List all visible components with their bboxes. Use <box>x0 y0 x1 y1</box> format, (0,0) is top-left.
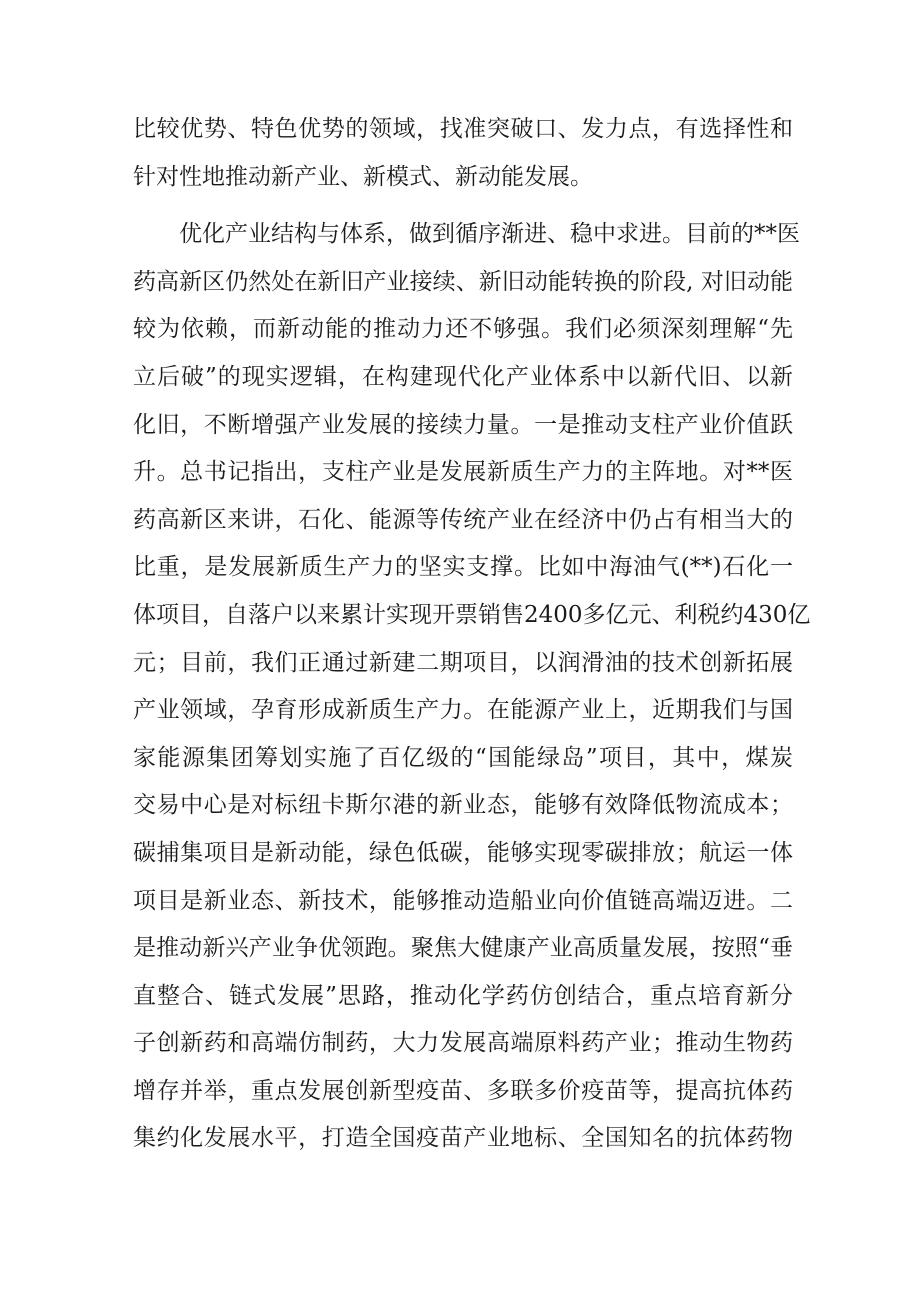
text-line: 较为依赖，而新动能的推动力还不够强。我们必须深刻理解“先 <box>133 316 793 343</box>
text-line: 直整合、链式发展”思路，推动化学药仿创结合，重点培育新分 <box>133 982 793 1009</box>
text-line: 增存并举，重点发展创新型疫苗、多联多价疫苗等，提高抗体药 <box>133 1077 793 1104</box>
body-text <box>133 106 811 1163</box>
text-line: 升。总书记指出，支柱产业是发展新质生产力的主阵地。对**医 <box>133 459 793 486</box>
text-line: 产业领域，孕育形成新质生产力。在能源产业上，近期我们与国 <box>133 697 793 724</box>
text-line: 药高新区仍然处在新旧产业接续、新旧动能转换的阶段, 对旧动能 <box>133 268 793 295</box>
text-line: 化旧，不断增强产业发展的接续力量。一是推动支柱产业价值跃 <box>133 411 793 438</box>
text-line: 比重，是发展新质生产力的坚实支撑。比如中海油气(**)石化一 <box>133 554 793 581</box>
text-line: 药高新区来讲，石化、能源等传统产业在经济中仍占有相当大的 <box>133 506 793 533</box>
text-line: 碳捕集项目是新动能，绿色低碳，能够实现零碳排放；航运一体 <box>133 839 793 866</box>
text-line: 项目是新业态、新技术，能够推动造船业向价值链高端迈进。二 <box>133 887 793 914</box>
text-line: 交易中心是对标纽卡斯尔港的新业态，能够有效降低物流成本； <box>133 792 793 819</box>
text-line: 优化产业结构与体系，做到循序渐进、稳中求进。目前的**医 <box>179 221 800 248</box>
text-line: 家能源集团筹划实施了百亿级的“国能绿岛”项目，其中，煤炭 <box>133 744 793 771</box>
text-line: 体项目，自落户以来累计实现开票销售2400多亿元、利税约430亿 <box>133 601 811 628</box>
text-line: 子创新药和高端仿制药，大力发展高端原料药产业；推动生物药 <box>133 1030 793 1057</box>
text-line: 比较优势、特色优势的领域，找准突破口、发力点，有选择性和 <box>133 116 793 142</box>
text-line: 集约化发展水平，打造全国疫苗产业地标、全国知名的抗体药物 <box>133 1125 793 1152</box>
paragraph-2 <box>133 211 811 1163</box>
paragraph-1 <box>133 106 793 201</box>
text-line: 针对性地推动新产业、新模式、新动能发展。 <box>133 163 593 190</box>
text-line: 元；目前，我们正通过新建二期项目，以润滑油的技术创新拓展 <box>133 649 793 676</box>
text-line: 立后破”的现实逻辑，在构建现代化产业体系中以新代旧、以新 <box>133 363 793 390</box>
paragraph-spacer <box>133 201 793 211</box>
text-line: 是推动新兴产业争优领跑。聚焦大健康产业高质量发展，按照“垂 <box>133 935 793 962</box>
